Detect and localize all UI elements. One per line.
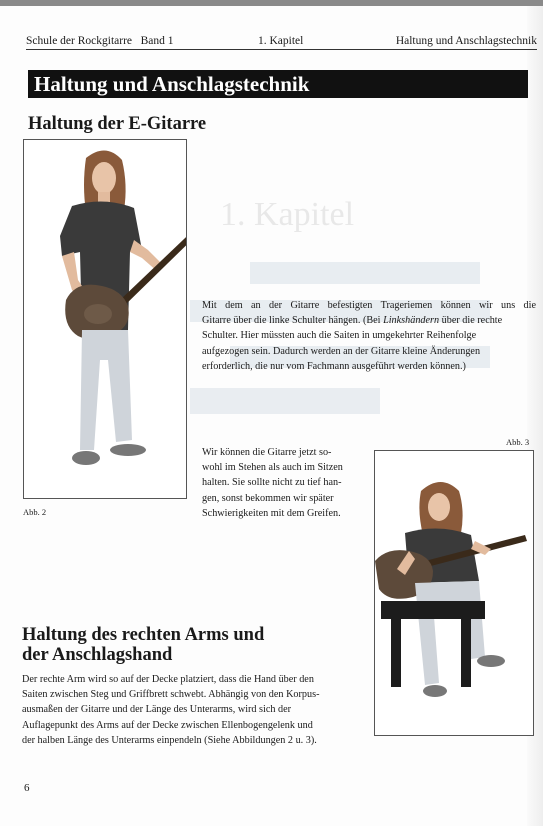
text-line: Der rechte Arm wird so auf der Decke platziert, dass die Hand über den <box>22 674 314 685</box>
chapter-banner: Haltung und Anschlagstechnik <box>28 70 528 98</box>
text-segment: über die rechte <box>439 315 503 327</box>
text-line: wohl im Stehen als auch im Sitzen <box>202 462 343 474</box>
text-line: Wir können die Gitarre jetzt so- <box>202 447 332 458</box>
text-line: aufgezogen sein. Dadurch werden an der Gitarre kleine Änderungen <box>202 345 481 357</box>
seated-guitarist-illustration <box>375 451 534 736</box>
emphasis-left-handers: Linkshändern <box>383 315 440 327</box>
figure-3-caption: Abb. 3 <box>506 437 530 447</box>
text-line: ausmaßen der Gitarre und der Länge des Unterarms, wird sich der <box>22 704 292 716</box>
section-heading-guitar-posture: Haltung der E-Gitarre <box>28 114 207 134</box>
text-line: der halben Länge des Unterarms einpendeln (Siehe Abbildungen 2 u. 3). <box>22 734 317 746</box>
text-line: Schulter. Hier müssten auch die Saiten in umgekehrter Reihenfolge <box>202 330 477 342</box>
showthrough-bar <box>190 388 380 414</box>
standing-guitarist-illustration <box>24 140 187 499</box>
text-line: Mit dem an der Gitarre befestigten Trageriemen können wir uns die <box>202 300 536 311</box>
showthrough-title: 1. Kapitel <box>220 196 355 233</box>
text-line: Auflagepunkt des Arms auf der Decke zwischen Ellenbogengelenk und <box>22 719 313 731</box>
section-heading-right-arm-line2: der Anschlagshand <box>22 645 173 665</box>
text-line: Schwierigkeiten mit dem Greifen. <box>202 507 341 519</box>
header-section-title: Haltung und Anschlagstechnik <box>395 35 537 47</box>
figure-2-photo <box>23 139 187 499</box>
running-header <box>26 35 537 50</box>
figure-3-photo <box>374 450 534 736</box>
text-line <box>202 313 536 328</box>
text-line: gen, sonst bekommen wir später <box>202 492 334 504</box>
header-chapter: 1. Kapitel <box>258 35 304 47</box>
header-book-title: Schule der Rockgitarre Band 1 <box>26 35 174 47</box>
page-number: 6 <box>24 782 30 794</box>
scan-top-edge <box>0 0 543 6</box>
section-heading-right-arm-line1: Haltung des rechten Arms und <box>22 625 265 645</box>
text-line: erforderlich, die nur vom Fachmann ausgeführt werden können.) <box>202 360 466 372</box>
text-segment: Gitarre über die linke Schulter hängen. (Bei <box>202 315 384 327</box>
paragraph-right-arm <box>22 672 357 748</box>
paragraph-standing-sitting <box>202 445 356 521</box>
text-line: Saiten zwischen Steg und Griffbrett schwebt. Abhängig von den Korpus- <box>22 689 320 701</box>
paragraph-shoulder-strap <box>202 298 536 374</box>
showthrough-bar <box>250 262 480 284</box>
figure-2-caption: Abb. 2 <box>23 507 47 517</box>
text-line: halten. Sie sollte nicht zu tief han- <box>202 477 342 489</box>
